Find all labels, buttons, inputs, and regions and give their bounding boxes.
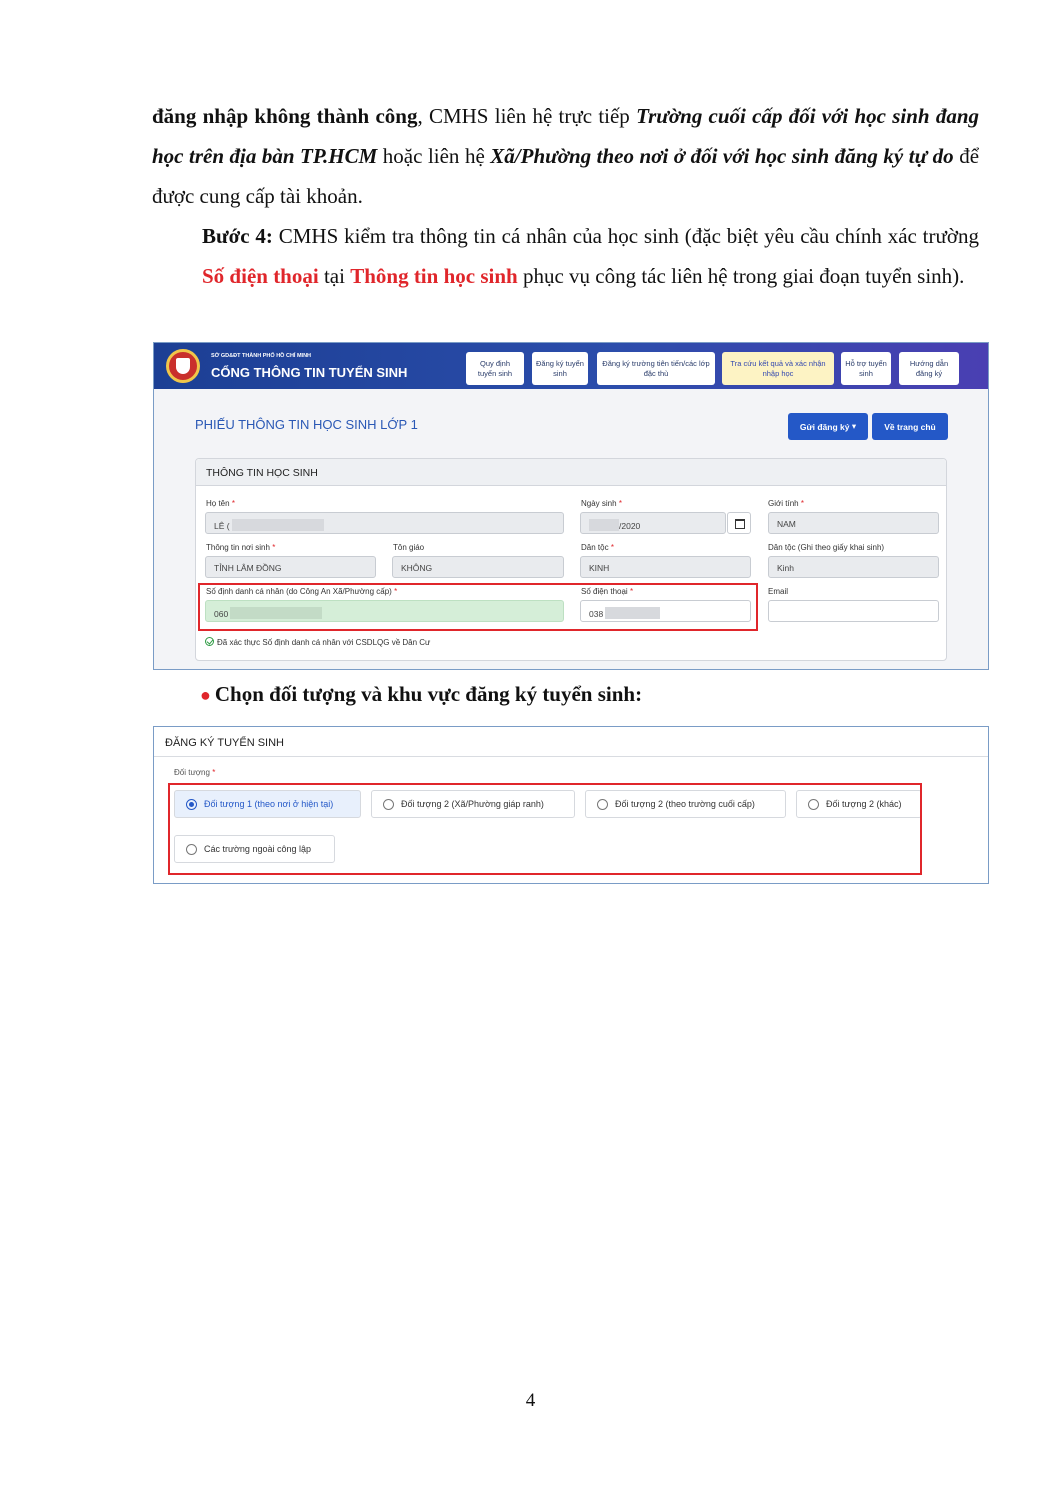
paragraph-login-help (152, 96, 979, 216)
personal-id-field[interactable]: 060 (205, 600, 564, 622)
email-label: Email (768, 587, 789, 596)
bold-italic-ward: Xã/Phường theo nơi ở đối với học sinh đăng ký tự do (490, 144, 954, 168)
highlight-box (198, 583, 758, 631)
text-contact: , CMHS liên hệ trực tiếp (417, 104, 637, 128)
text-account: để được cung cấp tài khoản. (152, 144, 980, 208)
highlight-box (168, 783, 922, 875)
dob-field[interactable]: /2020 (580, 512, 726, 534)
student-info-screenshot (153, 342, 989, 670)
submit-registration-button[interactable]: Gửi đăng ký ▾ (788, 413, 868, 440)
nav-advanced-schools[interactable]: Đăng ký trường tiên tiến/các lớp đặc thù (597, 352, 715, 385)
gender-field[interactable]: NAM (768, 512, 939, 534)
target-label: Đối tượng * (174, 768, 216, 777)
birthplace-label: Thông tin nơi sinh * (206, 543, 276, 552)
nav-guide[interactable]: Hướng dẫn đăng ký (899, 352, 959, 385)
nav-lookup-results[interactable]: Tra cứu kết quả và xác nhận nhập học (722, 352, 834, 385)
ethnicity-cert-label: Dân tộc (Ghi theo giấy khai sinh) (768, 543, 885, 552)
text-or: hoặc liên hệ (377, 144, 491, 168)
bold-login-failed: đăng nhập không thành công (152, 104, 418, 128)
phone-label: Số điện thoại * (581, 587, 634, 596)
name-field[interactable]: LÊ ( (205, 512, 564, 534)
email-field[interactable] (768, 600, 939, 622)
nav-register[interactable]: Đăng ký tuyển sinh (532, 352, 588, 385)
gender-label: Giới tính * (768, 499, 804, 508)
home-button[interactable]: Về trang chủ (872, 413, 948, 440)
option-target-2-school[interactable]: Đối tượng 2 (theo trường cuối cấp) (585, 790, 786, 818)
department-name: SỞ GD&ĐT THÀNH PHỐ HỒ CHÍ MINH (211, 353, 312, 359)
nav-support[interactable]: Hỗ trợ tuyển sinh (841, 352, 891, 385)
redacted-mask (232, 519, 324, 531)
ethnicity-label: Dân tộc * (581, 543, 614, 552)
option-target-2-adjacent[interactable]: Đối tượng 2 (Xã/Phường giáp ranh) (371, 790, 575, 818)
registration-title: ĐĂNG KÝ TUYỂN SINH (154, 727, 988, 757)
birthplace-field[interactable]: TỈNH LÂM ĐỒNG (205, 556, 376, 578)
dob-label: Ngày sinh * (581, 499, 622, 508)
option-target-2-other[interactable]: Đối tượng 2 (khác) (796, 790, 922, 818)
option-target-1[interactable]: Đối tượng 1 (theo nơi ở hiện tại) (174, 790, 361, 818)
step-text-2: tại (318, 264, 351, 288)
option-private-schools[interactable]: Các trường ngoài công lập (174, 835, 335, 863)
page-number: 4 (525, 1390, 536, 1411)
ethnicity-field[interactable]: KINH (580, 556, 751, 578)
bullet-heading: ● Chọn đối tượng và khu vực đăng ký tuyển sinh: (200, 682, 643, 706)
verified-note: Đã xác thực Số định danh cá nhân với CSDLQG về Dân Cư (205, 637, 430, 647)
student-info-card (195, 458, 947, 661)
ethnicity-cert-field[interactable]: Kinh (768, 556, 939, 578)
calendar-icon[interactable] (727, 512, 751, 534)
bold-italic-school: Trường cuối cấp đối với học sinh đang học trên địa bàn TP.HCM (152, 104, 980, 168)
nav-regulations[interactable]: Quy định tuyển sinh (466, 352, 524, 385)
religion-label: Tôn giáo (393, 543, 425, 552)
portal-logo-icon (166, 349, 200, 383)
highlight-student-info: Thông tin học sinh (350, 264, 518, 288)
portal-header (154, 343, 988, 389)
step-label: Bước 4: (202, 224, 273, 248)
step-text-1: CMHS kiểm tra thông tin cá nhân của học sinh (đặc biệt yêu cầu chính xác trường (272, 224, 980, 248)
chevron-down-icon: ▾ (851, 421, 857, 431)
personal-id-label: Số định danh cá nhân (do Công An Xã/Phường cấp) * (206, 587, 398, 596)
step-text-3: phục vụ công tác liên hệ trong giai đoạn tuyển sinh). (517, 264, 965, 288)
highlight-phone: Số điện thoại (202, 264, 319, 288)
bullet-icon: ● (200, 685, 211, 705)
section-title: THÔNG TIN HỌC SINH (196, 459, 946, 486)
redacted-mask (589, 519, 619, 531)
portal-title: CỔNG THÔNG TIN TUYỂN SINH (211, 365, 408, 380)
paragraph-step-4 (152, 216, 979, 296)
phone-field[interactable]: 038 (580, 600, 751, 622)
registration-screenshot (153, 726, 989, 884)
form-title: PHIẾU THÔNG TIN HỌC SINH LỚP 1 (195, 417, 418, 432)
check-circle-icon (205, 637, 214, 646)
name-label: Họ tên * (206, 499, 235, 508)
religion-field[interactable]: KHÔNG (392, 556, 564, 578)
